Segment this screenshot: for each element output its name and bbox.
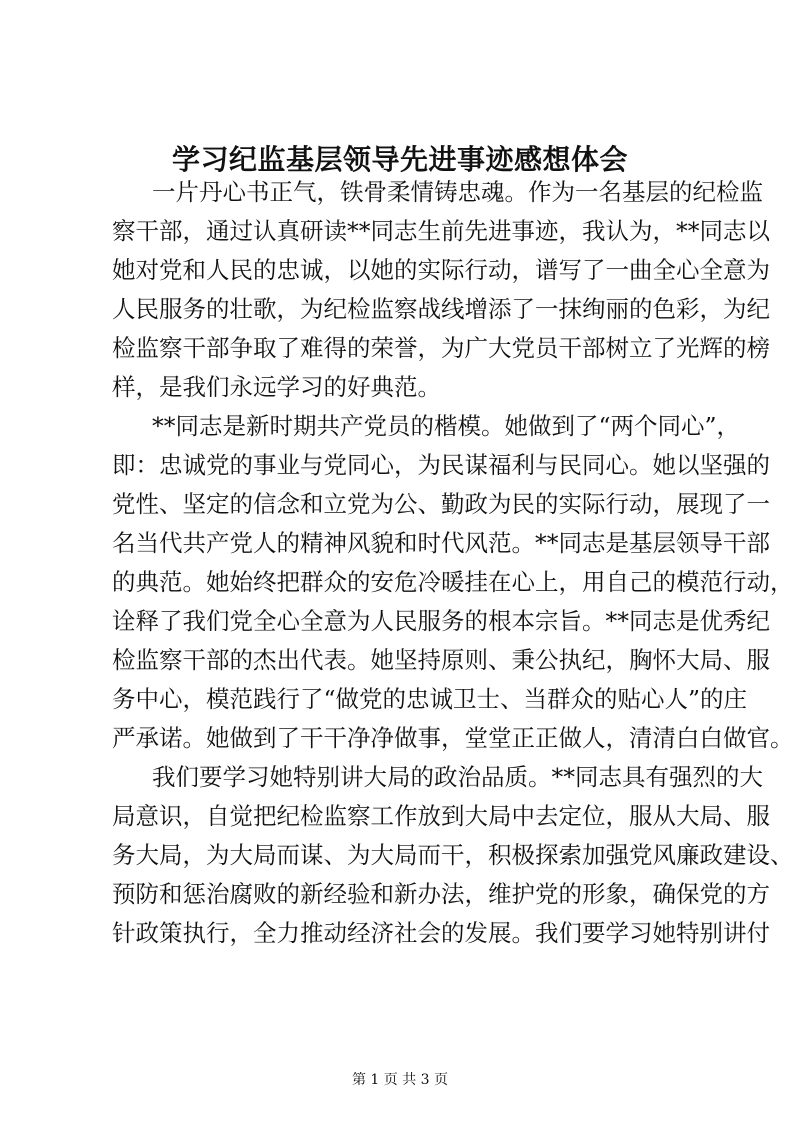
text-line: 我们要学习她特别讲大局的政治品质。**同志具有强烈的大 [152,763,763,791]
text-line: 样，是我们永远学习的好典范。 [112,373,441,401]
text-line: 务中心，模范践行了“做党的忠诚卫士、当群众的贴心人”的庄 [112,685,748,713]
page-title: 学习纪监基层领导先进事迹感想体会 [171,143,628,176]
text-line: 名当代共产党人的精神风貌和时代风范。**同志是基层领导干部 [112,529,770,557]
text-line: 诠释了我们党全心全意为人民服务的根本宗旨。**同志是优秀纪 [112,607,770,635]
page-footer: 第 1 页 共 3 页 [351,1072,449,1088]
text-line: 她对党和人民的忠诚，以她的实际行动，谱写了一曲全心全意为 [112,256,770,284]
text-line: 严承诺。她做到了干干净净做事，堂堂正正做人，清清白白做官。 [112,724,794,752]
text-line: 检监察干部的杰出代表。她坚持原则、秉公执纪，胸怀大局、服 [112,646,770,674]
text-line: 一片丹心书正气，铁骨柔情铸忠魂。作为一名基层的纪检监 [152,178,763,206]
text-line: **同志是新时期共产党员的楷模。她做到了“两个同心”， [152,412,741,440]
text-line: 针政策执行，全力推动经济社会的发展。我们要学习她特别讲付 [112,919,770,947]
text-line: 人民服务的壮歌，为纪检监察战线增添了一抹绚丽的色彩，为纪 [112,295,770,323]
text-line: 即：忠诚党的事业与党同心，为民谋福利与民同心。她以坚强的 [112,451,770,479]
text-line: 务大局，为大局而谋、为大局而干，积极探索加强党风廉政建设、 [112,841,794,869]
text-line: 检监察干部争取了难得的荣誉，为广大党员干部树立了光辉的榜 [112,334,770,362]
article-body [112,173,794,953]
text-line: 察干部，通过认真研读**同志生前先进事迹，我认为，**同志以 [112,217,770,245]
text-line: 局意识，自觉把纪检监察工作放到大局中去定位，服从大局、服 [112,802,770,830]
text-line: 预防和惩治腐败的新经验和新办法，维护党的形象，确保党的方 [112,880,770,908]
text-line: 党性、坚定的信念和立党为公、勤政为民的实际行动，展现了一 [112,490,770,518]
text-line: 的典范。她始终把群众的安危冷暖挂在心上，用自己的模范行动， [112,568,794,596]
